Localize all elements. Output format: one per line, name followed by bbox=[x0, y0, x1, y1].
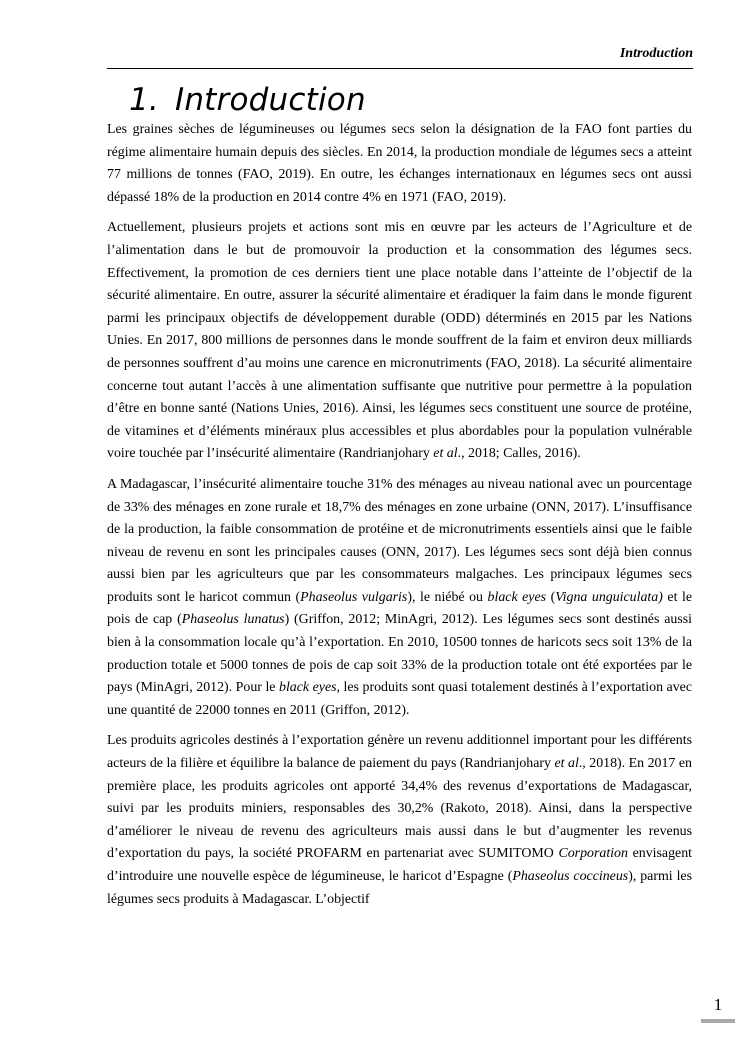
text-run: ., 2018; Calles, 2016). bbox=[457, 446, 581, 462]
paragraph-4 bbox=[107, 730, 692, 911]
chapter-number: 1. bbox=[129, 82, 159, 118]
text-run: ., 2018). En 2017 en première place, les produits agricoles ont apporté 34,4% des revenus d’exportations de Madagascar, suivi par les produits miniers, responsables des 30,2% (Rakoto, 2018). Ainsi, dans la perspective d’améliorer le niveau de revenu des agriculteurs mais aussi dans le but d’augmenter les revenus d’exportation du pays, la société PROFARM en partenariat avec SUMITOMO bbox=[107, 756, 692, 862]
running-header bbox=[107, 42, 693, 69]
chapter-title bbox=[129, 80, 366, 120]
italic-run: black eyes bbox=[487, 589, 547, 605]
page-number: 1 bbox=[713, 995, 723, 1014]
paragraph-2 bbox=[107, 217, 692, 466]
text-run: Les graines sèches de légumineuses ou légumes secs selon la désignation de la FAO font parties du régime alimentaire humain depuis des siècles. En 2014, la production mondiale de légumes secs a atteint 77 millions de tonnes (FAO, 2019). En outre, les échanges internationaux en légumes secs ont aussi dépassé 18% de la production en 2014 contre 4% en 1971 (FAO, 2019). bbox=[107, 122, 692, 205]
running-header-title: Introduction bbox=[619, 46, 693, 61]
text-run: ), le niébé ou bbox=[407, 589, 488, 605]
text-run: ( bbox=[546, 589, 556, 605]
chapter-title-text: Introduction bbox=[174, 82, 366, 118]
italic-run: et al bbox=[554, 756, 579, 772]
text-run: ) (Griffon, 2012; MinAgri, 2012). Les légumes secs sont destinés aussi bien à la consommation locale qu’à l’exportation. En 2010, 10500 tonnes de haricots secs soit 13% de la production totale et 5000 tonnes de pois de cap soit 33% de la production totale ont été exportées par le pays (MinAgri, 2012). Pour le bbox=[107, 612, 692, 696]
text-run: les produits sont quasi totalement destinés à l’exportation avec une quantité de 22000 tonnes en 2011 (Griffon, 2012). bbox=[107, 680, 692, 718]
italic-run: Phaseolus coccineus bbox=[512, 869, 629, 884]
italic-run: Corporation bbox=[558, 846, 628, 862]
page-number-bar bbox=[701, 1019, 735, 1023]
text-run: Actuellement, plusieurs projets et actions sont mis en œuvre par les acteurs de l’Agriculture et de l’alimentation dans le but de promouvoir la production et la consommation des légumes secs. Effectivement, la promotion de ces derniers tient une place notable dans l’atteinte de l’objectif de la sécurité alimentaire. En outre, assurer la sécurité alimentaire et éradiquer la faim dans le monde figurent parmi les principaux objectifs de développement durable (ODD) déterminés en 2015 par les Nations Unies. En 2017, 800 millions de personnes dans le monde souffrent de la faim et environ deux milliards de personnes souffrent d’au moins une carence en micronutriments (FAO, 2018). La sécurité alimentaire concerne tout autant l’accès à une alimentation suffisante que nutritive pour permettre à la population d’être en bonne santé (Nations Unies, 2016). Ainsi, les légumes secs constituent une source de protéine, de vitamines et d’éléments minéraux plus accessibles et plus abordables pour la population vulnérable voire touchée par l’insécurité alimentaire (Randrianjohary bbox=[107, 220, 692, 462]
italic-run: et al bbox=[433, 446, 458, 462]
text-run: Les produits agricoles destinés à l’exportation génère un revenu additionnel important pour les différents acteurs de la filière et équilibre la balance de paiement du pays (Randrianjohary bbox=[107, 733, 692, 772]
italic-run: Phaseolus lunatus bbox=[181, 612, 285, 628]
paragraph-1 bbox=[107, 119, 692, 209]
text-run: et le pois de cap ( bbox=[107, 589, 692, 628]
body-text bbox=[107, 119, 692, 919]
text-run: ), parmi les légumes secs produits à Madagascar. L’objectif bbox=[107, 869, 693, 907]
italic-run: Phaseolus vulgaris bbox=[300, 589, 408, 605]
italic-run: black eyes, bbox=[279, 680, 340, 696]
text-run: A Madagascar, l’insécurité alimentaire touche 31% des ménages au niveau national avec un pourcentage de 33% des ménages en zone rurale et 18,7% des ménages en zone urbaine (ONN, 2017). L’insuffisance de la production, la faible consommation de protéine et de micronutriments essentiels ainsi que le faible niveau de revenu en sont les principales causes (ONN, 2017). Les légumes secs sont déjà bien connus aussi bien par les agriculteurs que par les consommateurs malgaches. Les principaux légumes secs produits sont le haricot commun ( bbox=[107, 476, 692, 605]
text-run: envisagent d’introduire une nouvelle espèce de légumineuse, le haricot d’Espagne ( bbox=[107, 846, 692, 884]
italic-run: Vigna unguiculata) bbox=[555, 589, 663, 605]
paragraph-3 bbox=[107, 474, 692, 723]
